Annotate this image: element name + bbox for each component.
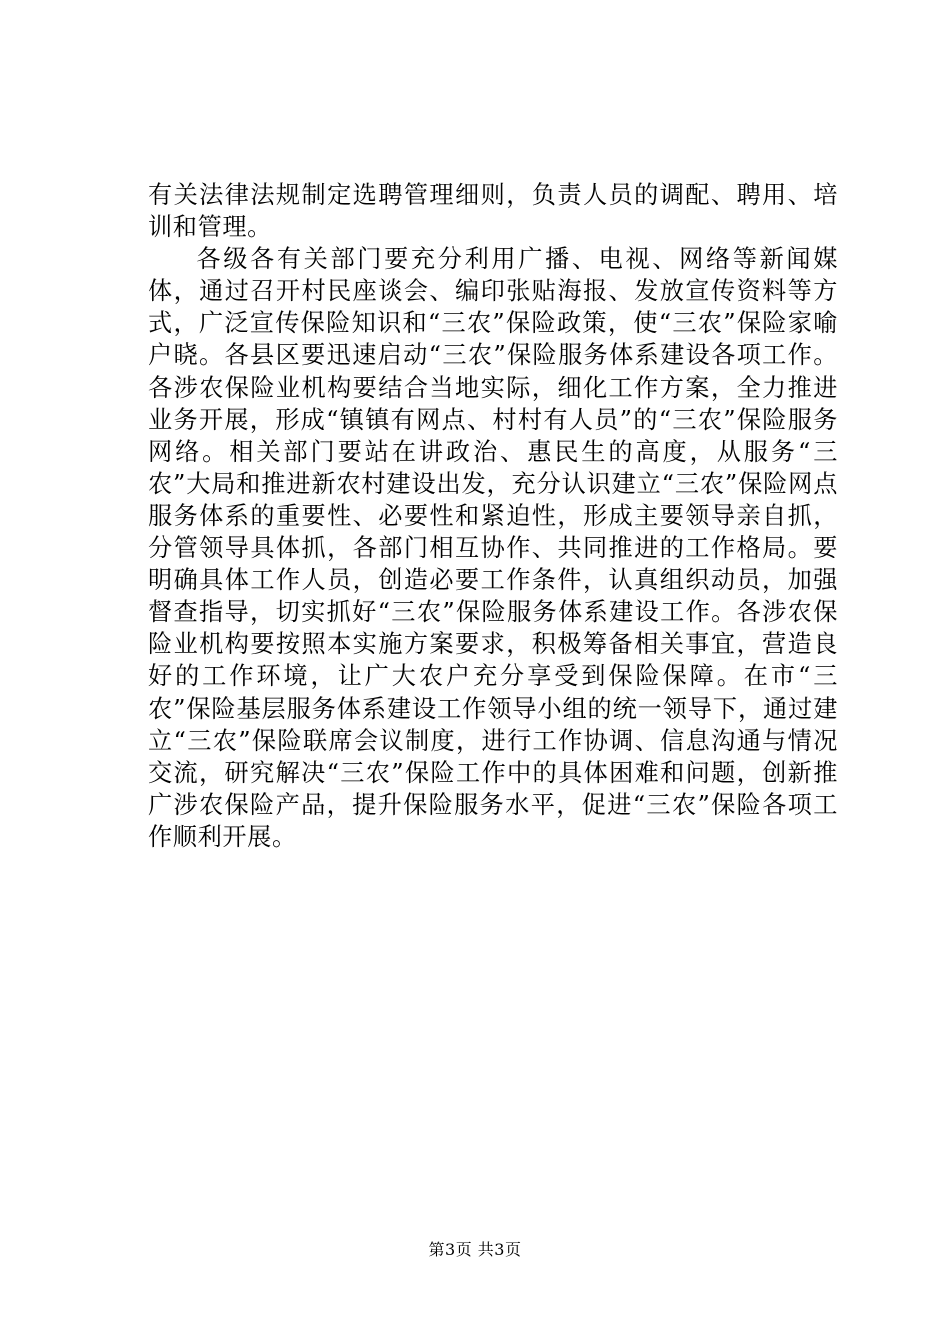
paragraph-1: 有关法律法规制定选聘管理细则，负责人员的调配、聘用、培训和管理。 — [148, 181, 838, 242]
body-text — [148, 179, 838, 853]
page-number-footer: 第3页 共3页 — [428, 1240, 522, 1259]
paragraph-2: 各级各有关部门要充分利用广播、电视、网络等新闻媒体，通过召开村民座谈会、编印张贴海报、发放宣传资料等方式，广泛宣传保险知识和“三农”保险政策，使“三农”保险家喻户晓。各县区要迅速启动“三农”保险服务体系建设各项工作。各涉农保险业机构要结合当地实际，细化工作方案，全力推进业务开展，形成“镇镇有网点、村村有人员”的“三农”保险服务网络。相关部门要站在讲政治、惠民生的高度，从服务“三农”大局和推进新农村建设出发，充分认识建立“三农”保险网点服务体系的重要性、必要性和紧迫性，形成主要领导亲自抓，分管领导具体抓，各部门相互协作、共同推进的工作格局。要明确具体工作人员，创造必要工作条件，认真组织动员，加强督查指导，切实抓好“三农”保险服务体系建设工作。各涉农保险业机构要按照本实施方案要求，积极筹备相关事宜，营造良好的工作环境，让广大农户充分享受到保险保障。在市“三农”保险基层服务体系建设工作领导小组的统一领导下，通过建立“三农”保险联席会议制度，进行工作协调、信息沟通与情况交流，研究解决“三农”保险工作中的具体困难和问题，创新推广涉农保险产品，提升保险服务水平，促进“三农”保险各项工作顺利开展。 — [148, 245, 838, 851]
